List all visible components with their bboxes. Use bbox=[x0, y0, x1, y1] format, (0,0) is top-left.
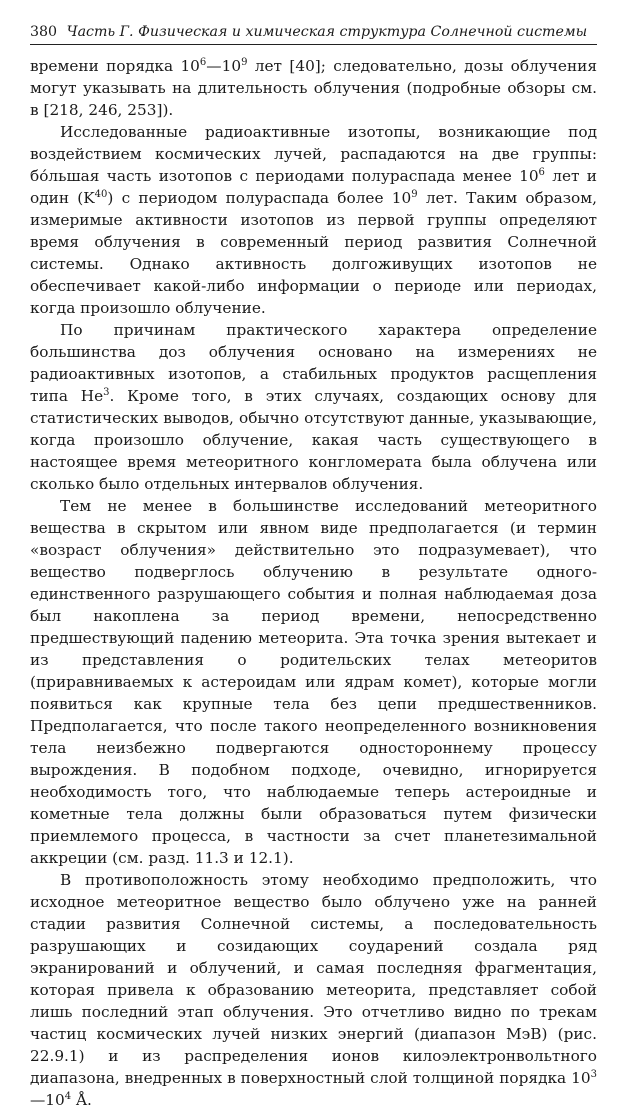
text-run: По причинам практического характера определение большинства доз облучения основано на измерениях не радиоактивных изотопов, а стабильных продуктов расщепления типа He bbox=[30, 321, 597, 405]
text-run: В противоположность этому необходимо предположить, что исходное метеоритное вещество было облучено уже на ранней стадии развития Солнечной системы, а последовательность разрушающих и созидающих соударений создала ряд экранирований и облучений, и самая последняя фрагментация, которая привела к образованию метеорита, представляет собой лишь последний этап облучения. Это отчетливо видно по трекам частиц космических лучей низких энергий (диапазон МэВ) (рис. 22.9.1) и из распределения ионов килоэлектронвольтного диапазона, внедренных в поверхностный слой толщиной порядка 10 bbox=[30, 871, 597, 1087]
superscript: 6 bbox=[538, 167, 545, 178]
running-title: Часть Г. Физическая и химическая структура Солнечной системы bbox=[66, 24, 588, 40]
text-run: . Кроме того, в этих случаях, создающих основу для статистических выводов, обычно отсутствуют данные, указывающие, когда произошло облучение, какая часть существующего в настоящее время метеоритного конгломерата была облучена или сколько было отдельных интервалов облучения. bbox=[30, 387, 597, 493]
superscript: 3 bbox=[103, 387, 110, 398]
superscript: 3 bbox=[590, 1069, 597, 1080]
text-run: лет и один (K bbox=[30, 167, 597, 207]
body-text bbox=[30, 55, 597, 1111]
superscript: 40 bbox=[94, 189, 108, 200]
text-run: лет. Таким образом, измеримые активности изотопов из первой группы определяют время облучения в современный период развития Солнечной системы. Однако активность долгоживущих изотопов не обеспечивает какой-либо информации о периоде или периодах, когда произошло облучение. bbox=[30, 189, 598, 317]
page-header bbox=[30, 22, 597, 45]
superscript: 6 bbox=[199, 57, 207, 68]
paragraph bbox=[30, 869, 597, 1111]
paragraph bbox=[30, 55, 597, 121]
text-run: ) с периодом полураспада более 10 bbox=[107, 189, 412, 207]
text-run: Тем не менее в большинстве исследований метеоритного вещества в скрытом или явном виде предполагается (и термин «возраст облучения» действительно это подразумевает), что вещество подверглось облучению в результате одного-единственного разрушающего события и полная наблюдаемая доза был накоплена за период времени, непосредственно предшествующий падению метеорита. Эта точка зрения вытекает и из представления о родительских телах метеоритов (приравниваемых к астероидам или ядрам комет), которые могли появиться как крупные тела без цепи предшественников. Предполагается, что после такого неопределенного возникновения тела неизбежно подвергаются одностороннему процессу вырождения. В подобном подходе, очевидно, игнорируется необходимость того, что наблюдаемые теперь астероидные и кометные тела должны были образоваться путем физически приемлемого процесса, в частности за счет планетезимальной аккреции (см. разд. 11.3 и 12.1). bbox=[30, 497, 597, 867]
text-run: времени порядка 10 bbox=[30, 57, 200, 75]
text-run: Å. bbox=[71, 1091, 92, 1109]
text-run: лет [40]; следовательно, дозы облучения могут указывать на длительность облучения (подробные обзоры см. в [218, 246, 253]). bbox=[30, 57, 597, 119]
text-run: —10 bbox=[206, 57, 242, 75]
paragraph bbox=[30, 319, 597, 495]
superscript: 9 bbox=[241, 57, 248, 68]
superscript: 4 bbox=[64, 1091, 72, 1102]
book-page bbox=[30, 22, 597, 1111]
text-run: —10 bbox=[30, 1091, 65, 1109]
text-run: Исследованные радиоактивные изотопы, возникающие под воздействием космических лучей, распадаются на две группы: бо́льшая часть изотопов с периодами полураспада менее 10 bbox=[30, 123, 597, 185]
paragraph bbox=[30, 121, 597, 319]
page-number: 380 bbox=[30, 24, 58, 40]
superscript: 9 bbox=[411, 189, 418, 200]
paragraph bbox=[30, 495, 597, 869]
